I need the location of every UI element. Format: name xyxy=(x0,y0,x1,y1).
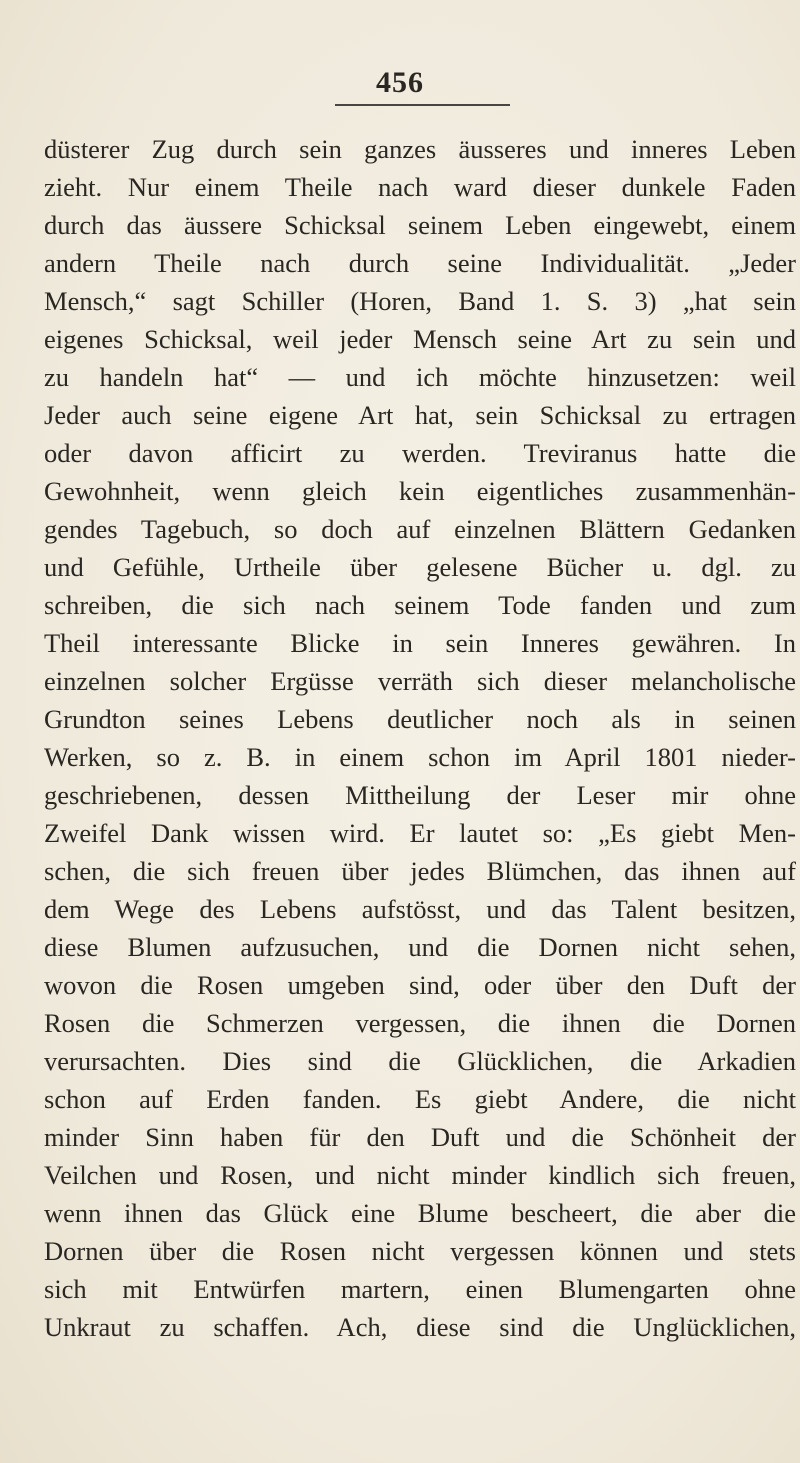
text-line: Veilchen und Rosen, und nicht minder kindlich sich freuen, xyxy=(44,1160,796,1190)
text-line: einzelnen solcher Ergüsse verräth sich dieser melancholische xyxy=(44,666,796,696)
text-line: zieht. Nur einem Theile nach ward dieser dunkele Faden xyxy=(44,172,796,202)
text-line: eigenes Schicksal, weil jeder Mensch seine Art zu sein und xyxy=(44,324,796,354)
text-line: schen, die sich freuen über jedes Blümchen, das ihnen auf xyxy=(44,856,796,886)
text-line: zu handeln hat“ — und ich möchte hinzusetzen: weil xyxy=(44,362,796,392)
text-line: sich mit Entwürfen martern, einen Blumengarten ohne xyxy=(44,1274,796,1304)
text-line: Theil interessante Blicke in sein Inneres gewähren. In xyxy=(44,628,796,658)
text-line: düsterer Zug durch sein ganzes äusseres und inneres Leben xyxy=(44,134,796,164)
text-line: und Gefühle, Urtheile über gelesene Bücher u. dgl. zu xyxy=(44,552,796,582)
text-line: durch das äussere Schicksal seinem Leben eingewebt, einem xyxy=(44,210,796,240)
text-line: minder Sinn haben für den Duft und die Schönheit der xyxy=(44,1122,796,1152)
header-rule xyxy=(335,104,510,106)
text-line: oder davon afficirt zu werden. Treviranus hatte die xyxy=(44,438,796,468)
text-line: geschriebenen, dessen Mittheilung der Leser mir ohne xyxy=(44,780,796,810)
text-line: schon auf Erden fanden. Es giebt Andere, die nicht xyxy=(44,1084,796,1114)
text-line: Zweifel Dank wissen wird. Er lautet so: „Es giebt Men- xyxy=(44,818,796,848)
page-number: 456 xyxy=(376,66,424,99)
text-line: Unkraut zu schaffen. Ach, diese sind die Unglücklichen, xyxy=(44,1312,796,1342)
text-line: verursachten. Dies sind die Glücklichen, die Arkadien xyxy=(44,1046,796,1076)
text-line: Gewohnheit, wenn gleich kein eigentliches zusammenhän- xyxy=(44,476,796,506)
text-line: Dornen über die Rosen nicht vergessen können und stets xyxy=(44,1236,796,1266)
text-line: andern Theile nach durch seine Individualität. „Jeder xyxy=(44,248,796,278)
text-line: Grundton seines Lebens deutlicher noch als in seinen xyxy=(44,704,796,734)
text-line: wovon die Rosen umgeben sind, oder über den Duft der xyxy=(44,970,796,1000)
text-line: Werken, so z. B. in einem schon im April 1801 nieder- xyxy=(44,742,796,772)
text-line: Mensch,“ sagt Schiller (Horen, Band 1. S. 3) „hat sein xyxy=(44,286,796,316)
text-line: schreiben, die sich nach seinem Tode fanden und zum xyxy=(44,590,796,620)
text-line: gendes Tagebuch, so doch auf einzelnen Blättern Gedanken xyxy=(44,514,796,544)
text-line: diese Blumen aufzusuchen, und die Dornen nicht sehen, xyxy=(44,932,796,962)
text-line: Rosen die Schmerzen vergessen, die ihnen die Dornen xyxy=(44,1008,796,1038)
text-line: Jeder auch seine eigene Art hat, sein Schicksal zu ertragen xyxy=(44,400,796,430)
body-text xyxy=(44,130,796,1346)
text-line: wenn ihnen das Glück eine Blume bescheert, die aber die xyxy=(44,1198,796,1228)
text-line: dem Wege des Lebens aufstösst, und das Talent besitzen, xyxy=(44,894,796,924)
